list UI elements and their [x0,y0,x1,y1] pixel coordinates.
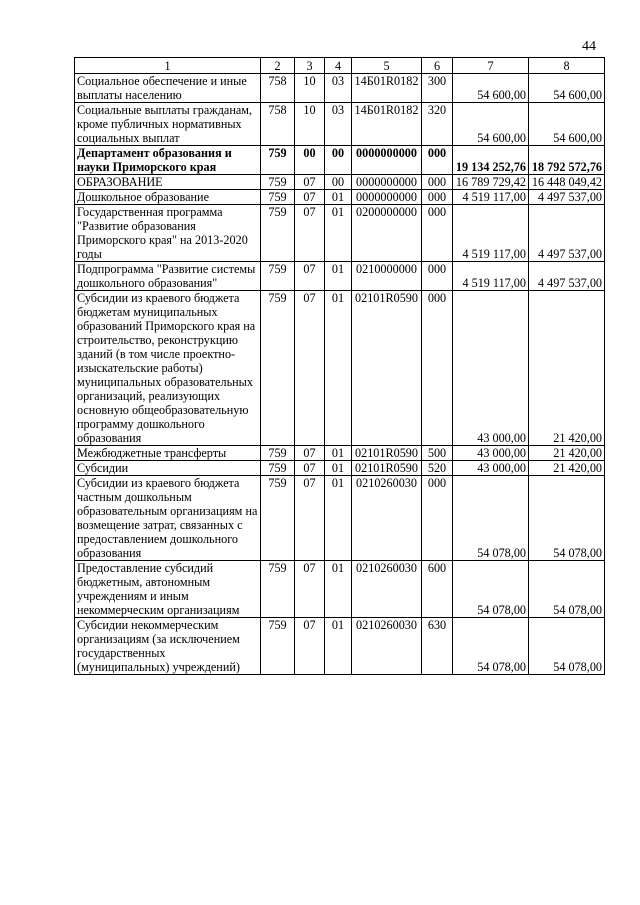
row-name-cell: Социальное обеспечение и иные выплаты населению [75,74,261,103]
ministry-code-cell: 759 [261,461,295,476]
amount-year1-cell: 16 789 729,42 [453,175,529,190]
subsection-code-cell: 01 [325,461,352,476]
ministry-code-cell: 759 [261,476,295,561]
table-row [75,205,605,262]
table-row [75,476,605,561]
expense-type-cell: 000 [422,476,453,561]
table-body [75,58,605,675]
ministry-code-cell: 759 [261,146,295,175]
amount-year2-cell: 21 420,00 [529,446,605,461]
target-article-cell: 0200000000 [352,205,422,262]
amount-year2-cell: 18 792 572,76 [529,146,605,175]
header-cell: 5 [352,58,422,74]
ministry-code-cell: 759 [261,190,295,205]
amount-year1-cell: 43 000,00 [453,446,529,461]
amount-year1-cell: 4 519 117,00 [453,205,529,262]
subsection-code-cell: 01 [325,476,352,561]
expense-type-cell: 500 [422,446,453,461]
target-article-cell: 02101R0590 [352,291,422,446]
table-row [75,561,605,618]
amount-year2-cell: 54 600,00 [529,74,605,103]
amount-year2-cell: 54 600,00 [529,103,605,146]
row-name-cell: Дошкольное образование [75,190,261,205]
target-article-cell: 0210000000 [352,262,422,291]
target-article-cell: 14Б01R0182 [352,103,422,146]
table-header-row [75,58,605,74]
amount-year1-cell: 19 134 252,76 [453,146,529,175]
amount-year1-cell: 54 600,00 [453,74,529,103]
amount-year1-cell: 54 078,00 [453,618,529,675]
row-name-cell: Подпрограмма "Развитие системы дошкольного образования" [75,262,261,291]
table-row [75,262,605,291]
subsection-code-cell: 01 [325,205,352,262]
amount-year2-cell: 21 420,00 [529,461,605,476]
section-code-cell: 07 [295,476,325,561]
amount-year1-cell: 43 000,00 [453,461,529,476]
subsection-code-cell: 01 [325,561,352,618]
subsection-code-cell: 03 [325,74,352,103]
target-article-cell: 0000000000 [352,175,422,190]
amount-year2-cell: 54 078,00 [529,618,605,675]
amount-year1-cell: 4 519 117,00 [453,190,529,205]
row-name-cell: Субсидии [75,461,261,476]
table-row [75,146,605,175]
target-article-cell: 0210260030 [352,476,422,561]
amount-year2-cell: 4 497 537,00 [529,205,605,262]
amount-year2-cell: 54 078,00 [529,561,605,618]
amount-year2-cell: 21 420,00 [529,291,605,446]
table-row [75,190,605,205]
header-cell: 8 [529,58,605,74]
ministry-code-cell: 758 [261,74,295,103]
subsection-code-cell: 00 [325,146,352,175]
table-row [75,461,605,476]
amount-year1-cell: 54 078,00 [453,476,529,561]
subsection-code-cell: 01 [325,618,352,675]
target-article-cell: 0000000000 [352,190,422,205]
section-code-cell: 07 [295,561,325,618]
expense-type-cell: 000 [422,291,453,446]
ministry-code-cell: 759 [261,175,295,190]
target-article-cell: 0210260030 [352,561,422,618]
amount-year2-cell: 4 497 537,00 [529,262,605,291]
amount-year2-cell: 4 497 537,00 [529,190,605,205]
target-article-cell: 0210260030 [352,618,422,675]
section-code-cell: 07 [295,262,325,291]
amount-year1-cell: 43 000,00 [453,291,529,446]
expense-type-cell: 520 [422,461,453,476]
expense-type-cell: 300 [422,74,453,103]
section-code-cell: 07 [295,291,325,446]
header-cell: 4 [325,58,352,74]
section-code-cell: 07 [295,205,325,262]
section-code-cell: 07 [295,446,325,461]
row-name-cell: Межбюджетные трансферты [75,446,261,461]
expense-type-cell: 600 [422,561,453,618]
row-name-cell: Государственная программа "Развитие образования Приморского края" на 2013-2020 годы [75,205,261,262]
ministry-code-cell: 759 [261,291,295,446]
header-cell: 6 [422,58,453,74]
row-name-cell: Предоставление субсидий бюджетным, автономным учреждениям и иным некоммерческим организациям [75,561,261,618]
amount-year2-cell: 16 448 049,42 [529,175,605,190]
ministry-code-cell: 759 [261,262,295,291]
table-row [75,291,605,446]
expense-type-cell: 000 [422,262,453,291]
section-code-cell: 07 [295,190,325,205]
row-name-cell: Субсидии из краевого бюджета частным дошкольным образовательным организациям на возмещение затрат, связанных с предоставлением дошкольного образования [75,476,261,561]
amount-year1-cell: 54 600,00 [453,103,529,146]
budget-table [74,57,605,675]
header-cell: 7 [453,58,529,74]
row-name-cell: Субсидии некоммерческим организациям (за исключением государственных (муниципальных) учреждений) [75,618,261,675]
subsection-code-cell: 03 [325,103,352,146]
target-article-cell: 0000000000 [352,146,422,175]
amount-year2-cell: 54 078,00 [529,476,605,561]
amount-year1-cell: 4 519 117,00 [453,262,529,291]
expense-type-cell: 000 [422,190,453,205]
ministry-code-cell: 759 [261,446,295,461]
subsection-code-cell: 01 [325,262,352,291]
subsection-code-cell: 00 [325,175,352,190]
table-row [75,74,605,103]
ministry-code-cell: 759 [261,205,295,262]
row-name-cell: Субсидии из краевого бюджета бюджетам муниципальных образований Приморского края на строительство, реконструкцию зданий (в том числе проектно-изыскательские работы) муниципальных образовательных организаций, реализующих основную общеобразовательную программу дошкольного образования [75,291,261,446]
row-name-cell: Департамент образования и науки Приморского края [75,146,261,175]
row-name-cell: ОБРАЗОВАНИЕ [75,175,261,190]
section-code-cell: 07 [295,175,325,190]
section-code-cell: 10 [295,103,325,146]
expense-type-cell: 000 [422,175,453,190]
section-code-cell: 00 [295,146,325,175]
header-cell: 3 [295,58,325,74]
header-cell: 1 [75,58,261,74]
expense-type-cell: 000 [422,146,453,175]
subsection-code-cell: 01 [325,446,352,461]
expense-type-cell: 000 [422,205,453,262]
ministry-code-cell: 759 [261,561,295,618]
section-code-cell: 07 [295,461,325,476]
row-name-cell: Социальные выплаты гражданам, кроме публичных нормативных социальных выплат [75,103,261,146]
header-cell: 2 [261,58,295,74]
section-code-cell: 10 [295,74,325,103]
target-article-cell: 02101R0590 [352,461,422,476]
table-row [75,618,605,675]
table-row [75,103,605,146]
page-number: 44 [582,39,596,54]
expense-type-cell: 320 [422,103,453,146]
table-row [75,446,605,461]
expense-type-cell: 630 [422,618,453,675]
subsection-code-cell: 01 [325,291,352,446]
amount-year1-cell: 54 078,00 [453,561,529,618]
subsection-code-cell: 01 [325,190,352,205]
ministry-code-cell: 758 [261,103,295,146]
table-row [75,175,605,190]
section-code-cell: 07 [295,618,325,675]
target-article-cell: 02101R0590 [352,446,422,461]
target-article-cell: 14Б01R0182 [352,74,422,103]
ministry-code-cell: 759 [261,618,295,675]
